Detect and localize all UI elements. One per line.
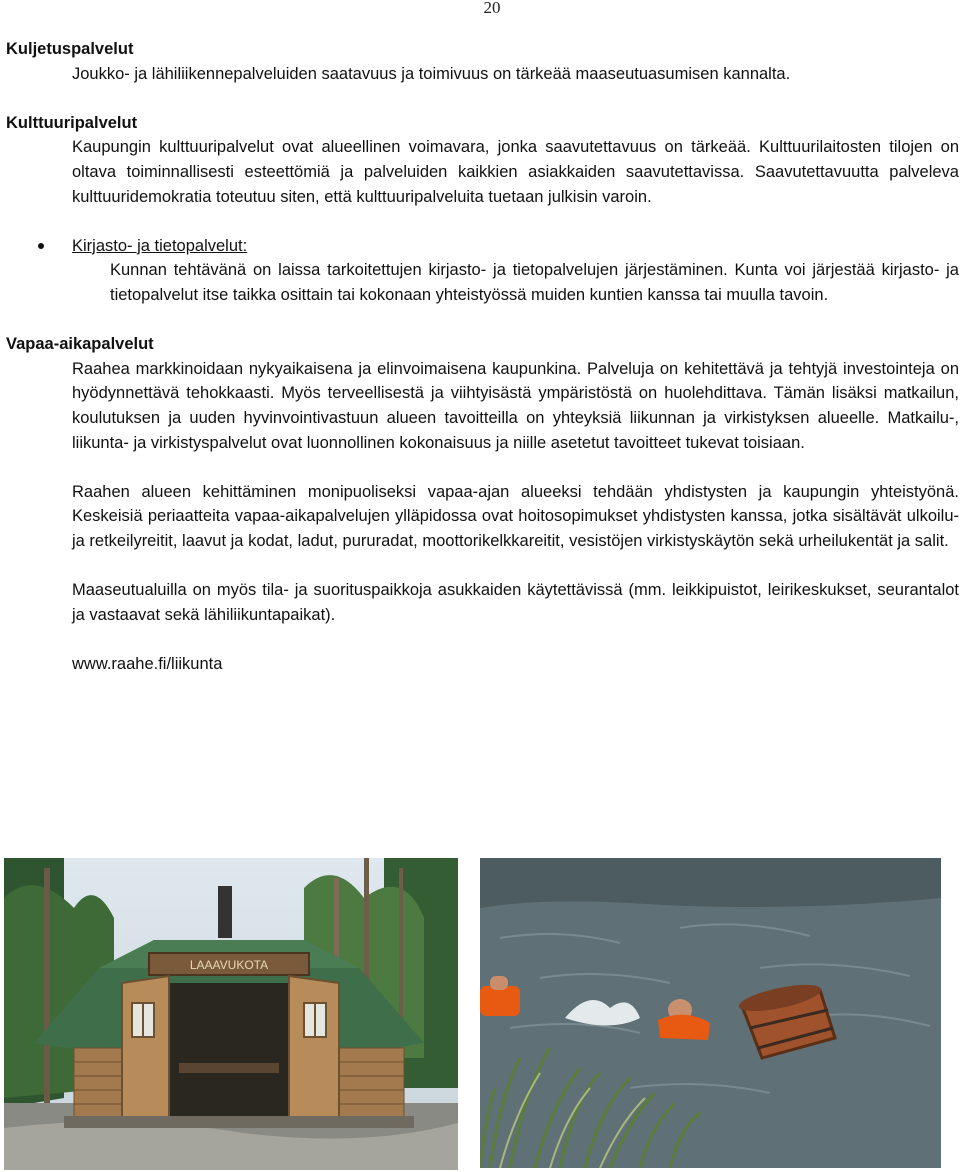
- photo-hut: [4, 858, 458, 1170]
- heading-transport: Kuljetuspalvelut: [6, 40, 134, 58]
- bullet-library-text: Kunnan tehtävänä on laissa tarkoitettujen kirjasto- ja tietopalvelujen järjestäminen. Kunta voi järjestää kirjasto- ja tietopalvelut itse taikka osittain tai kokonaan yhteistyössä muiden kuntien kanssa tai muulla tavoin.: [110, 261, 959, 304]
- paragraph-leisure-3: Maaseutualuilla on myös tila- ja suorituspaikkoja asukkaiden käytettävissä (mm. leikkipuistot, leirikeskukset, seurantalot ja vastaavat sekä lähiliikuntapaikat).: [72, 581, 959, 624]
- hut-sign-text: LAAAVUKOTA: [189, 958, 269, 972]
- page-number: 20: [483, 0, 501, 17]
- document-body: [6, 37, 959, 676]
- heading-culture: Kulttuuripalvelut: [6, 113, 138, 132]
- paragraph-leisure-2: Raahen alueen kehittäminen monipuoliseksi vapaa-ajan alueeksi tehdään yhdistysten ja kaupungin yhteistyönä. Keskeisiä periaatteita vapaa-aikapalvelujen ylläpidossa ovat hoitosopimukset yhdistysten kanssa, jotka sisältävät ulkoilu- ja retkeilyreitit, laavut ja kodat, ladut, pururadat, moottorikelkkareitit, vesistöjen virkistyskäytön sekä urheilukentät ja salit.: [72, 482, 959, 550]
- paragraph-culture: Kaupungin kulttuuripalvelut ovat alueellinen voimavara, jonka saavutettavuus on tärkeää. Kulttuurilaitosten tilojen on oltava toiminnallisesti esteettömiä ja palveluiden kaikkien asiakkaiden saavutettavissa. Saavutettavuutta palveleva kulttuuridemokratia toteutuu siten, että kulttuuripalveluita tuetaan julkisin varoin.: [72, 138, 959, 206]
- bullet-library: [72, 234, 959, 308]
- paragraph-leisure-1: Raahea markkinoidaan nykyaikaisena ja elinvoimaisena kaupunkina. Palveluja on kehitettävä ja tehtyjä investointeja on hyödynnettävä tehokkaasti. Myös terveellisestä ja viihtyisästä ympäristöstä on huolehdittava. Tämän lisäksi matkailun, koulutuksen ja uuden hyvinvointivastuun alueen tavoitteilla on yhteyksiä liikunnan ja virkistyksen alueelle. Matkailu-, liikunta- ja virkistyspalvelut ovat luonnollinen kokonaisuus ja niille asetetut tavoitteet tukevat toisiaan.: [72, 359, 959, 452]
- bullet-library-title: Kirjasto- ja tietopalvelut:: [72, 236, 248, 255]
- link-leisure-website[interactable]: www.raahe.fi/liikunta: [72, 654, 223, 673]
- paragraph-transport: Joukko- ja lähiliikennepalveluiden saatavuus ja toimivuus on tärkeää maaseutuasumisen kannalta.: [72, 64, 791, 83]
- photo-lake: [480, 858, 941, 1168]
- bullet-dot: [38, 243, 44, 249]
- heading-leisure: Vapaa-aikapalvelut: [6, 335, 154, 354]
